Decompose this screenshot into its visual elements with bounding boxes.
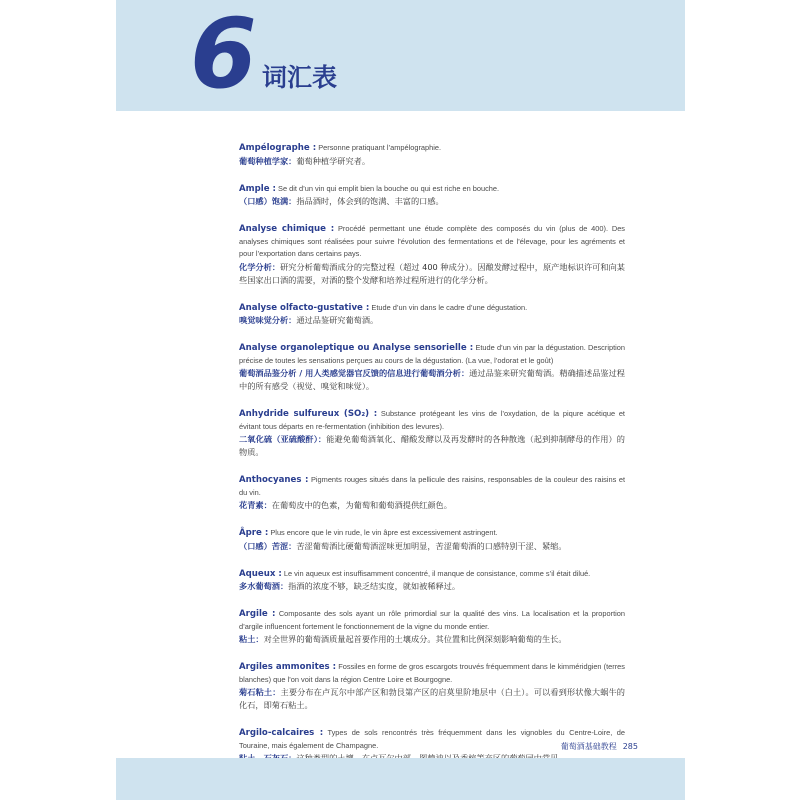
entry-term-zh: 嗅觉味觉分析： — [239, 315, 297, 325]
entry-definition-zh: 能避免葡萄酒氧化、醋酸发酵以及再发酵时的各种散逸（起到抑制酵母的作用）的物质。 — [239, 434, 625, 457]
glossary-entry — [239, 568, 625, 594]
entry-definition-fr: Types de sols rencontrés très fréquemment dans les vignobles du Centre-Loire, de Touraine, mais également de Champagne. — [239, 728, 625, 750]
entry-chinese — [239, 367, 625, 393]
entry-definition-fr: Plus encore que le vin rude, le vin âpre est excessivement astringent. — [270, 528, 498, 537]
entry-french — [239, 408, 625, 433]
chapter-title: 词汇表 — [262, 63, 338, 92]
entry-french — [239, 568, 625, 581]
entry-definition-zh: 指酒的浓度不够，缺乏结实度，就如被稀释过。 — [288, 581, 461, 591]
entry-chinese — [239, 155, 625, 168]
entry-term-zh: 花青素： — [239, 500, 272, 510]
glossary-entry — [239, 527, 625, 553]
glossary-entry — [239, 302, 625, 328]
entry-term: Ampélographe : — [239, 143, 317, 153]
entry-definition-zh: 通过品鉴来研究葡萄酒。精确描述品鉴过程中的所有感受（视觉、嗅觉和味觉）。 — [239, 368, 625, 391]
entry-term-zh: 菊石粘土： — [239, 687, 281, 697]
entry-french — [239, 608, 625, 633]
entry-term-zh: （口感）饱满： — [239, 196, 297, 206]
entry-definition-fr: Composante des sols ayant un rôle primordial sur la qualité des vins. La localisation et la proportion d’argile influencent fortement le fonctionnement de la vigne du monde entier. — [239, 609, 625, 631]
entry-definition-zh: 在葡萄皮中的色素，为葡萄和葡萄酒提供红颜色。 — [271, 500, 452, 510]
entry-chinese — [239, 686, 625, 712]
entry-term-zh: 葡萄种植学家： — [239, 155, 297, 166]
entry-term-zh: （口感）苦涩： — [239, 540, 297, 551]
page-number: 285 — [622, 742, 638, 751]
entry-chinese — [239, 261, 625, 287]
glossary-entry — [239, 223, 625, 287]
entry-french — [239, 302, 625, 315]
entry-term-zh: 化学分析： — [239, 261, 281, 272]
entry-definition-fr: Fossiles en forme de gros escargots trouvés fréquemment dans le kimméridgien (terres blanches) que l’on voit dans la région Centre Loire et Bourgogne. — [239, 662, 625, 684]
book-page — [116, 0, 685, 800]
entry-term: Analyse chimique : — [239, 224, 335, 234]
entry-definition-fr: Personne pratiquant l’ampélographie. — [318, 143, 442, 152]
entry-definition-fr: Etude d’un vin par la dégustation. Description précise de toutes les sensations perçues au cours de la dégustation. (La vue, l’odorat et le goût) — [239, 343, 625, 365]
footer-book-title: 葡萄酒基础教程 — [560, 742, 617, 751]
entry-term: Analyse olfacto-gustative : — [239, 302, 370, 313]
entry-definition-zh: 主要分布在卢瓦尔中部产区和勃艮第产区的启莫里阶地层中（白土）。可以看到形状像大蜗牛的化石，即菊石粘土。 — [239, 687, 625, 710]
entry-term: Aqueux : — [239, 568, 282, 579]
entry-definition-zh: 研究分析葡萄酒成分的完整过程（超过 400 种成分）。因酿发酵过程中，原产地标识许可和向某些国家出口酒的需要，对酒的整个发酵和培养过程所进行的化学分析。 — [239, 261, 625, 285]
glossary-entry — [239, 608, 625, 646]
entry-french — [239, 474, 625, 499]
entry-term-zh: 葡萄酒品鉴分析 / 用人类感觉器官反馈的信息进行葡萄酒分析： — [239, 368, 470, 378]
entry-term-zh: 多水葡萄酒： — [239, 581, 289, 591]
entry-french — [239, 142, 625, 155]
entry-definition-fr: Etude d’un vin dans le cadre d’une dégustation. — [371, 302, 528, 312]
entry-french — [239, 342, 625, 367]
entry-definition-zh: 对全世界的葡萄酒质量起首要作用的土壤成分。其位置和比例深刻影响葡萄的生长。 — [263, 634, 567, 644]
glossary-entry — [239, 474, 625, 512]
entry-definition-zh: 指品酒时，体会到的饱满、丰富的口感。 — [296, 196, 444, 206]
entry-definition-fr: Se dit d’un vin qui emplit bien la bouche ou qui est riche en bouche. — [278, 183, 500, 193]
entry-term: Argilo-calcaires : — [239, 728, 324, 738]
entry-chinese — [239, 540, 625, 553]
glossary-entry — [239, 408, 625, 459]
entry-definition-fr: Pigments rouges situés dans la pellicule des raisins, responsables de la couleur des raisins et du vin. — [239, 475, 625, 497]
entry-term: Analyse organoleptique ou Analyse sensorielle : — [239, 343, 474, 353]
entry-term: Âpre : — [239, 528, 269, 538]
entry-definition-fr: Procédé permettant une étude complète des composés du vin (plus de 400). Des analyses chimiques sont réalisées pour suivre l’évolution des fermentations et de l’élevage, pour les agréments et pour l’exportation dans certains pays. — [239, 224, 625, 258]
entry-term: Ample : — [239, 183, 276, 194]
entry-definition-zh: 葡萄种植学研究者。 — [296, 155, 371, 166]
entry-french — [239, 527, 625, 540]
entry-definition-fr: Le vin aqueux est insuffisamment concentré, il manque de consistance, comme s’il était dilué. — [283, 568, 591, 578]
entry-term: Anhydride sulfureux (SO₂) : — [239, 409, 378, 419]
entry-term: Argiles ammonites : — [239, 662, 337, 672]
entry-chinese — [239, 633, 625, 646]
entry-french — [239, 183, 625, 196]
entry-term-zh: 二氧化硫（亚硫酸酐）： — [239, 434, 327, 444]
glossary-entry — [239, 342, 625, 393]
chapter-number: 6 — [190, 0, 257, 110]
entry-chinese — [239, 499, 625, 512]
entry-chinese — [239, 433, 625, 459]
entry-definition-zh: 通过品鉴研究葡萄酒。 — [296, 315, 379, 325]
glossary-entries — [239, 142, 625, 765]
entry-chinese — [239, 195, 625, 208]
page-footer — [561, 741, 638, 752]
glossary-entry — [239, 183, 625, 209]
entry-term-zh: 粘土： — [239, 634, 264, 644]
entry-definition-zh: 苦涩葡萄酒比硬葡萄酒涩味更加明显，苦涩葡萄酒的口感特别干涩、紧缩。 — [296, 540, 567, 551]
entry-chinese — [239, 580, 625, 593]
entry-definition-fr: Substance protégeant les vins de l’oxydation, de la piqure acétique et évitant tous départs en re-fermentation (inhibition des levures). — [239, 409, 625, 431]
entry-chinese — [239, 314, 625, 327]
entry-french — [239, 661, 625, 686]
entry-term: Argile : — [239, 609, 276, 619]
glossary-entry — [239, 661, 625, 712]
footer-band — [116, 758, 685, 800]
entry-french — [239, 223, 625, 261]
entry-term: Anthocyanes : — [239, 475, 309, 485]
glossary-entry — [239, 142, 625, 168]
